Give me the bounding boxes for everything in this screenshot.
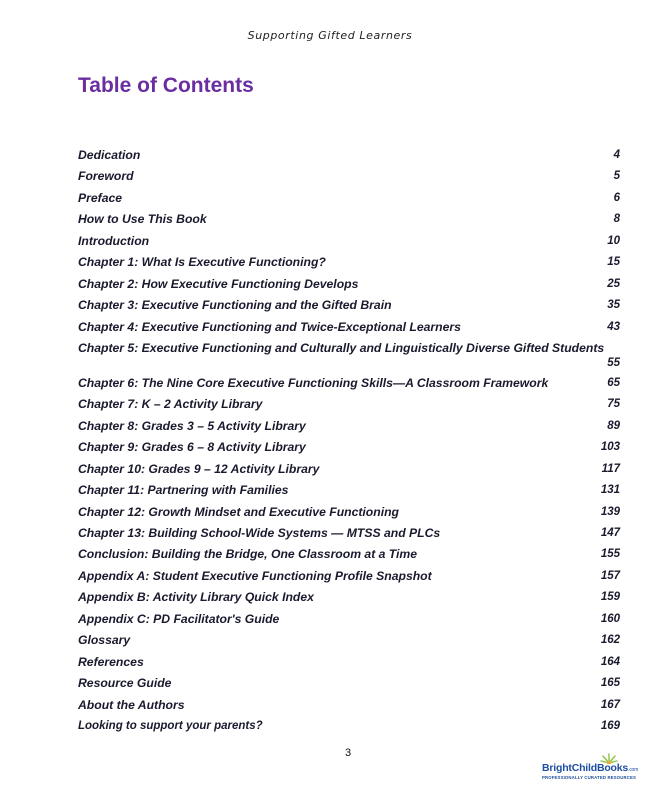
- running-header: Supporting Gifted Learners: [247, 29, 413, 42]
- toc-entry-chapter-1[interactable]: [78, 254, 620, 275]
- toc-entry-chapter-9[interactable]: [78, 439, 620, 460]
- toc-entry-page: 65: [607, 376, 620, 389]
- toc-entry-page: 117: [601, 462, 620, 475]
- toc-entry-title: Chapter 8: Grades 3 – 5 Activity Library: [78, 418, 306, 433]
- toc-entry-page: 160: [600, 612, 620, 625]
- toc-entry-page: 155: [600, 548, 620, 561]
- toc-entry-dedication[interactable]: [78, 147, 620, 168]
- toc-entry-title: Chapter 5: Executive Functioning and Culturally and Linguistically Diverse Gifted Students: [78, 340, 605, 355]
- toc-entry-title: Resource Guide: [78, 676, 172, 691]
- toc-entry-page: 25: [607, 277, 620, 290]
- toc-entry-title: Chapter 13: Building School-Wide Systems — MTSS and PLCs: [78, 526, 441, 540]
- toc-entry-foreword[interactable]: [78, 168, 620, 189]
- toc-entry-appendix-c[interactable]: [78, 611, 620, 632]
- toc-entry-page: 103: [600, 441, 620, 454]
- toc-entry-page: 131: [600, 484, 620, 497]
- toc-entry-chapter-7[interactable]: [78, 396, 620, 417]
- toc-entry-support-parents[interactable]: [78, 718, 620, 739]
- toc-entry-page: 43: [607, 320, 620, 333]
- toc-entry-chapter-5[interactable]: [78, 340, 620, 375]
- toc-entry-title: Chapter 9: Grades 6 – 8 Activity Library: [78, 440, 306, 455]
- logo-wordmark: [542, 762, 638, 774]
- toc-entry-page: 55: [607, 356, 620, 369]
- toc-entry-about-authors[interactable]: [78, 697, 620, 718]
- toc-entry-title: Chapter 3: Executive Functioning and the Gifted Brain: [78, 298, 392, 313]
- toc-entry-page: 5: [613, 170, 620, 183]
- toc-entry-chapter-10[interactable]: [78, 461, 620, 482]
- toc-entry-page: 4: [613, 149, 620, 161]
- toc-entry-conclusion[interactable]: [78, 546, 620, 567]
- toc-entry-title: How to Use This Book: [78, 212, 207, 227]
- toc-entry-title: Appendix B: Activity Library Quick Index: [78, 590, 314, 605]
- toc-entry-title: Introduction: [78, 233, 150, 248]
- toc-entry-chapter-13[interactable]: [78, 525, 620, 546]
- toc-entry-page: 147: [600, 527, 620, 539]
- toc-entry-glossary[interactable]: [78, 632, 620, 653]
- toc-entry-page: 167: [600, 698, 620, 711]
- toc-entry-appendix-b[interactable]: [78, 589, 620, 610]
- toc-entry-page: 6: [613, 191, 620, 204]
- toc-entry-title: Foreword: [78, 169, 134, 184]
- toc-entry-title: About the Authors: [78, 697, 185, 712]
- toc-entry-title: Chapter 1: What Is Executive Functioning?: [78, 255, 326, 270]
- toc-entry-chapter-3[interactable]: [78, 297, 620, 318]
- toc-entry-title: Looking to support your parents?: [78, 719, 263, 732]
- toc-entry-page: 8: [613, 213, 620, 226]
- toc-entry-chapter-12[interactable]: [78, 504, 620, 525]
- toc-entry-title: Chapter 11: Partnering with Families: [78, 483, 289, 498]
- toc-entry-appendix-a[interactable]: [78, 568, 620, 589]
- page-number: 3: [344, 747, 352, 759]
- toc-entry-page: 162: [600, 634, 620, 647]
- table-of-contents: [78, 147, 620, 739]
- toc-entry-resource-guide[interactable]: [78, 675, 620, 696]
- toc-entry-title: Appendix A: Student Executive Functioning Profile Snapshot: [78, 568, 432, 583]
- toc-entry-page: 75: [607, 398, 620, 411]
- toc-entry-chapter-2[interactable]: [78, 276, 620, 297]
- logo-suffix: .com: [628, 767, 639, 773]
- toc-entry-title: Conclusion: Building the Bridge, One Classroom at a Time: [78, 547, 418, 562]
- toc-entry-title: Chapter 6: The Nine Core Executive Functioning Skills—A Classroom Framework: [78, 375, 549, 390]
- toc-entry-title: Chapter 10: Grades 9 – 12 Activity Library: [78, 461, 320, 476]
- page-title: Table of Contents: [78, 74, 254, 97]
- toc-entry-chapter-6[interactable]: [78, 375, 620, 396]
- toc-entry-page: 89: [607, 419, 620, 432]
- toc-entry-title: Chapter 12: Growth Mindset and Executive Functioning: [78, 504, 399, 519]
- toc-entry-page: 169: [600, 719, 620, 732]
- logo-name-text: BrightChildBooks: [542, 762, 629, 774]
- toc-entry-page: 10: [607, 234, 620, 247]
- toc-entry-chapter-11[interactable]: [78, 482, 620, 503]
- toc-entry-title: Glossary: [78, 633, 131, 648]
- logo-tagline: PROFESSIONALLY CURATED RESOURCES: [542, 775, 637, 780]
- toc-entry-page: 35: [607, 299, 620, 312]
- toc-entry-title: Dedication: [78, 148, 141, 162]
- toc-entry-title: Preface: [78, 190, 123, 205]
- toc-entry-page: 159: [600, 591, 620, 604]
- publisher-logo: [542, 752, 646, 782]
- toc-entry-references[interactable]: [78, 654, 620, 675]
- toc-entry-chapter-8[interactable]: [78, 418, 620, 439]
- toc-entry-title: Chapter 2: How Executive Functioning Develops: [78, 276, 359, 291]
- toc-entry-page: 157: [600, 569, 620, 582]
- toc-entry-page: 165: [600, 677, 620, 690]
- toc-entry-title: Appendix C: PD Facilitator's Guide: [78, 611, 280, 626]
- toc-entry-page: 164: [600, 655, 620, 668]
- toc-entry-title: Chapter 4: Executive Functioning and Twice-Exceptional Learners: [78, 319, 461, 334]
- toc-entry-page: 15: [607, 256, 620, 269]
- toc-entry-how-to-use[interactable]: [78, 211, 620, 232]
- toc-entry-title: Chapter 7: K – 2 Activity Library: [78, 397, 263, 412]
- toc-entry-introduction[interactable]: [78, 233, 620, 254]
- toc-entry-chapter-4[interactable]: [78, 319, 620, 340]
- toc-entry-title: References: [78, 654, 144, 669]
- toc-entry-preface[interactable]: [78, 190, 620, 211]
- toc-entry-page: 139: [600, 505, 620, 518]
